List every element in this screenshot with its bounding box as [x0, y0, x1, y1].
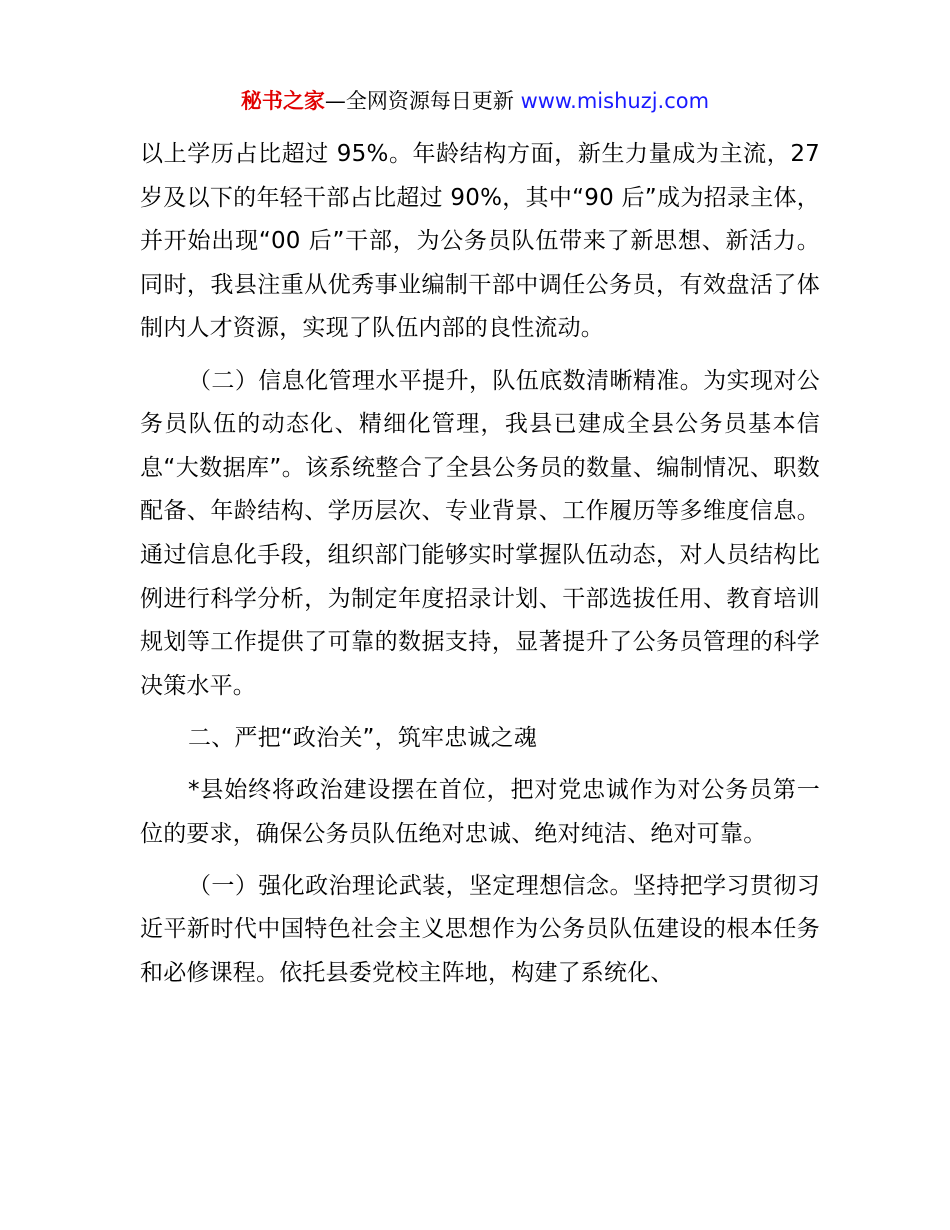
paragraph-continuation: 以上学历占比超过 95%。年龄结构方面，新生力量成为主流，27 岁及以下的年轻干部占比超过 90%，其中“90 后”成为招录主体，并开始出现“00 后”干部，为公务员队伍带来了新思想、新活力。同时，我县注重从优秀事业编制干部中调任公务员，有效盘活了体制内人才资源，实现了队伍内部的良性流动。	[140, 141, 820, 342]
paragraph-section-2: （二）信息化管理水平提升，队伍底数清晰精准。为实现对公务员队伍的动态化、精细化管理，我县已建成全县公务员基本信息“大数据库”。该系统整合了全县公务员的数量、编制情况、职数配备、年龄结构、学历层次、专业背景、工作履历等多维度信息。通过信息化手段，组织部门能够实时掌握队伍动态，对人员结构比例进行科学分析，为制定年度招录计划、干部选拔任用、教育培训规划等工作提供了可靠的数据支持，显著提升了公务员管理的科学决策水平。	[140, 367, 820, 699]
section-heading: 二、严把“政治关”，筑牢忠诚之魂	[188, 724, 538, 751]
site-header	[0, 86, 950, 116]
document-body	[140, 133, 820, 996]
paragraph-intro: *县始终将政治建设摆在首位，把对党忠诚作为对公务员第一位的要求，确保公务员队伍绝对忠诚、绝对纯洁、绝对可靠。	[140, 777, 820, 847]
site-brand: 秘书之家	[240, 89, 325, 113]
site-url-link[interactable]: www.mishuzj.com	[520, 89, 710, 113]
paragraph-subsection-1: （一）强化政治理论武装，坚定理想信念。坚持把学习贯彻习近平新时代中国特色社会主义思想作为公务员队伍建设的根本任务和必修课程。依托县委党校主阵地，构建了系统化、	[140, 872, 820, 987]
site-tagline: —全网资源每日更新	[324, 89, 521, 113]
